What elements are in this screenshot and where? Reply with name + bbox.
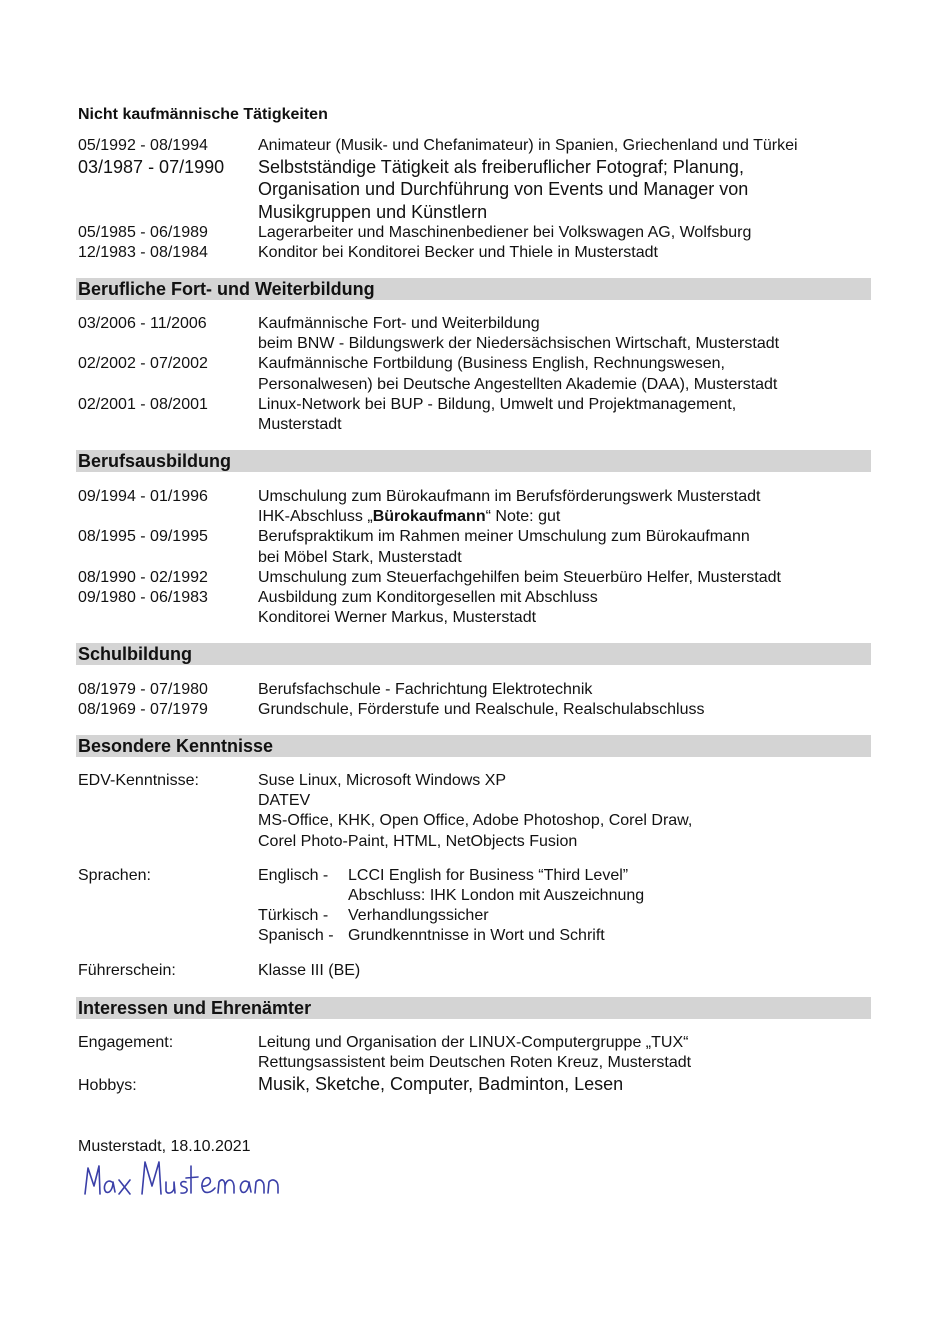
entry-line: Selbstständige Tätigkeit als freiberuflicher Fotograf; Planung, xyxy=(258,157,744,178)
engagement-label: Engagement: xyxy=(78,1034,174,1051)
entry-date: 02/2002 - 07/2002 xyxy=(78,355,208,373)
language-name: Englisch - xyxy=(258,866,329,884)
entry-date: 08/1990 - 02/1992 xyxy=(78,568,208,586)
entry-date: 05/1985 - 06/1989 xyxy=(78,223,208,241)
entry-text xyxy=(258,314,868,354)
fuehrerschein-value: Klasse III (BE) xyxy=(258,961,361,979)
entry-date: 05/1992 - 08/1994 xyxy=(78,137,208,154)
language-level xyxy=(348,866,644,906)
entry-line: beim BNW - Bildungswerk der Niedersächsischen Wirtschaft, Musterstadt xyxy=(258,335,780,353)
edv-label: EDV-Kenntnisse: xyxy=(78,772,199,789)
language-level-line: Abschluss: IHK London mit Auszeichnung xyxy=(348,887,645,905)
language-item xyxy=(258,906,868,926)
section-heading-interessen: Interessen und Ehrenämter xyxy=(78,998,312,1018)
section-heading-ausbildung: Berufsausbildung xyxy=(78,451,232,471)
section-heading-schule: Schulbildung xyxy=(78,644,192,664)
entry-row xyxy=(78,588,868,628)
entry-text xyxy=(258,568,868,588)
signature-drawing xyxy=(82,1156,292,1202)
entry-row xyxy=(78,156,868,223)
spacer xyxy=(78,947,868,961)
ihk-degree: Bürokaufmann xyxy=(372,508,486,526)
entry-line: Kaufmännische Fortbildung (Business English, Rechnungswesen, xyxy=(258,355,725,373)
entry-date: 08/1995 - 09/1995 xyxy=(78,528,208,546)
entry-date: 03/2006 - 11/2006 xyxy=(78,315,207,332)
section-heading-kenntnisse: Besondere Kenntnisse xyxy=(78,736,274,756)
engagement-line: Leitung und Organisation der LINUX-Computergruppe „TUX“ xyxy=(258,1034,689,1051)
edv-line: Suse Linux, Microsoft Windows XP xyxy=(258,772,507,789)
hobbys-label: Hobbys: xyxy=(78,1077,137,1095)
entry-text xyxy=(258,527,868,567)
language-name: Türkisch - xyxy=(258,907,329,925)
entry-row xyxy=(78,395,868,435)
entry-line: Linux-Network bei BUP - Bildung, Umwelt und Projektmanagement, xyxy=(258,395,737,413)
entry-line: Personalwesen) bei Deutsche Angestellten Akademie (DAA), Musterstadt xyxy=(258,375,778,393)
language-name: Spanisch - xyxy=(258,927,334,945)
engagement-line: Rettungsassistent beim Deutschen Roten Kreuz, Musterstadt xyxy=(258,1054,692,1072)
section-heading-nicht-kaufmaennisch: Nicht kaufmännische Tätigkeiten xyxy=(78,106,328,123)
place-date: Musterstadt, 18.10.2021 xyxy=(78,1138,251,1155)
section-bar-interessen xyxy=(76,997,871,1019)
entry-row xyxy=(78,680,868,700)
entry-text xyxy=(258,354,868,394)
entry-line: Animateur (Musik- und Chefanimateur) in Spanien, Griechenland und Türkei xyxy=(258,137,798,154)
section-schule xyxy=(78,680,868,720)
entry-line xyxy=(258,507,868,527)
entry-date: 12/1983 - 08/1984 xyxy=(78,244,208,262)
edv-row xyxy=(78,771,868,852)
entry-line: Organisation und Durchführung von Events und Manager von xyxy=(258,179,749,200)
entry-line: Musikgruppen und Künstlern xyxy=(258,201,488,222)
ihk-prefix: IHK-Abschluss „ xyxy=(258,508,373,526)
ihk-suffix: “ Note: gut xyxy=(485,508,561,526)
edv-line: MS-Office, KHK, Open Office, Adobe Photoshop, Corel Draw, xyxy=(258,812,693,830)
entry-text xyxy=(258,243,868,263)
entry-row xyxy=(78,136,868,156)
entry-date: 09/1994 - 01/1996 xyxy=(78,488,208,505)
section-bar-schule xyxy=(76,643,871,665)
entry-line: Berufspraktikum im Rahmen meiner Umschulung zum Bürokaufmann xyxy=(258,528,750,546)
entry-row xyxy=(78,527,868,567)
entry-row xyxy=(78,487,868,527)
entry-date: 02/2001 - 08/2001 xyxy=(78,395,208,413)
edv-line: DATEV xyxy=(258,792,311,810)
entry-row xyxy=(78,314,868,354)
section-bar-kenntnisse xyxy=(76,735,871,757)
signature-image xyxy=(82,1156,292,1207)
signature-strokes xyxy=(85,1162,278,1194)
entry-line: Lagerarbeiter und Maschinenbediener bei Volkswagen AG, Wolfsburg xyxy=(258,223,752,241)
entry-row xyxy=(78,354,868,394)
entry-line: Umschulung zum Bürokaufmann im Berufsförderungswerk Musterstadt xyxy=(258,488,761,505)
language-level-line: LCCI English for Business “Third Level” xyxy=(348,866,629,884)
entry-row xyxy=(78,223,868,243)
entry-text xyxy=(258,223,868,243)
sprachen-text xyxy=(258,866,868,947)
section-bar-ausbildung xyxy=(76,450,871,472)
entry-text xyxy=(258,680,868,700)
sprachen-row xyxy=(78,866,868,947)
section-interessen xyxy=(78,1033,868,1097)
fuehrerschein-row xyxy=(78,961,868,981)
hobbys-row xyxy=(78,1073,868,1096)
entry-text xyxy=(258,487,868,527)
language-item xyxy=(258,926,868,946)
entry-date: 03/1987 - 07/1990 xyxy=(78,157,225,178)
entry-line: Konditor bei Konditorei Becker und Thiele in Musterstadt xyxy=(258,244,658,262)
edv-text xyxy=(258,771,868,852)
entry-date: 08/1979 - 07/1980 xyxy=(78,681,208,698)
entry-line: Grundschule, Förderstufe und Realschule, Realschulabschluss xyxy=(258,701,705,719)
entry-line: Kaufmännische Fort- und Weiterbildung xyxy=(258,315,540,332)
entry-line: bei Möbel Stark, Musterstadt xyxy=(258,548,462,566)
entry-row xyxy=(78,243,868,263)
entry-text xyxy=(258,588,868,628)
language-level-line: Grundkenntnisse in Wort und Schrift xyxy=(348,927,605,945)
entry-line: Umschulung zum Steuerfachgehilfen beim Steuerbüro Helfer, Musterstadt xyxy=(258,568,781,586)
entry-date: 08/1969 - 07/1979 xyxy=(78,701,208,719)
entry-text xyxy=(258,395,868,435)
section-bar-fortbildung xyxy=(76,278,871,300)
language-level-line: Verhandlungssicher xyxy=(348,907,489,925)
section-ausbildung xyxy=(78,487,868,628)
entry-text xyxy=(258,156,868,223)
edv-line: Corel Photo-Paint, HTML, NetObjects Fusion xyxy=(258,832,578,850)
engagement-text xyxy=(258,1033,868,1073)
entry-text xyxy=(258,136,868,156)
entry-row xyxy=(78,568,868,588)
entry-text xyxy=(258,700,868,720)
engagement-row xyxy=(78,1033,868,1073)
language-item xyxy=(258,866,868,906)
entry-line: Ausbildung zum Konditorgesellen mit Abschluss xyxy=(258,589,598,607)
spacer xyxy=(78,852,868,866)
entry-row xyxy=(78,700,868,720)
hobbys-value: Musik, Sketche, Computer, Badminton, Lesen xyxy=(258,1074,624,1095)
sprachen-label: Sprachen: xyxy=(78,866,151,884)
entry-line: Musterstadt xyxy=(258,416,342,434)
section-nicht-kaufmaennisch xyxy=(78,136,868,263)
fuehrerschein-label: Führerschein: xyxy=(78,961,176,979)
entry-line: Berufsfachschule - Fachrichtung Elektrotechnik xyxy=(258,681,593,698)
entry-line: Konditorei Werner Markus, Musterstadt xyxy=(258,609,537,627)
section-kenntnisse xyxy=(78,771,868,981)
entry-date: 09/1980 - 06/1983 xyxy=(78,589,208,607)
section-heading-fortbildung: Berufliche Fort- und Weiterbildung xyxy=(78,279,375,299)
section-fortbildung xyxy=(78,314,868,435)
